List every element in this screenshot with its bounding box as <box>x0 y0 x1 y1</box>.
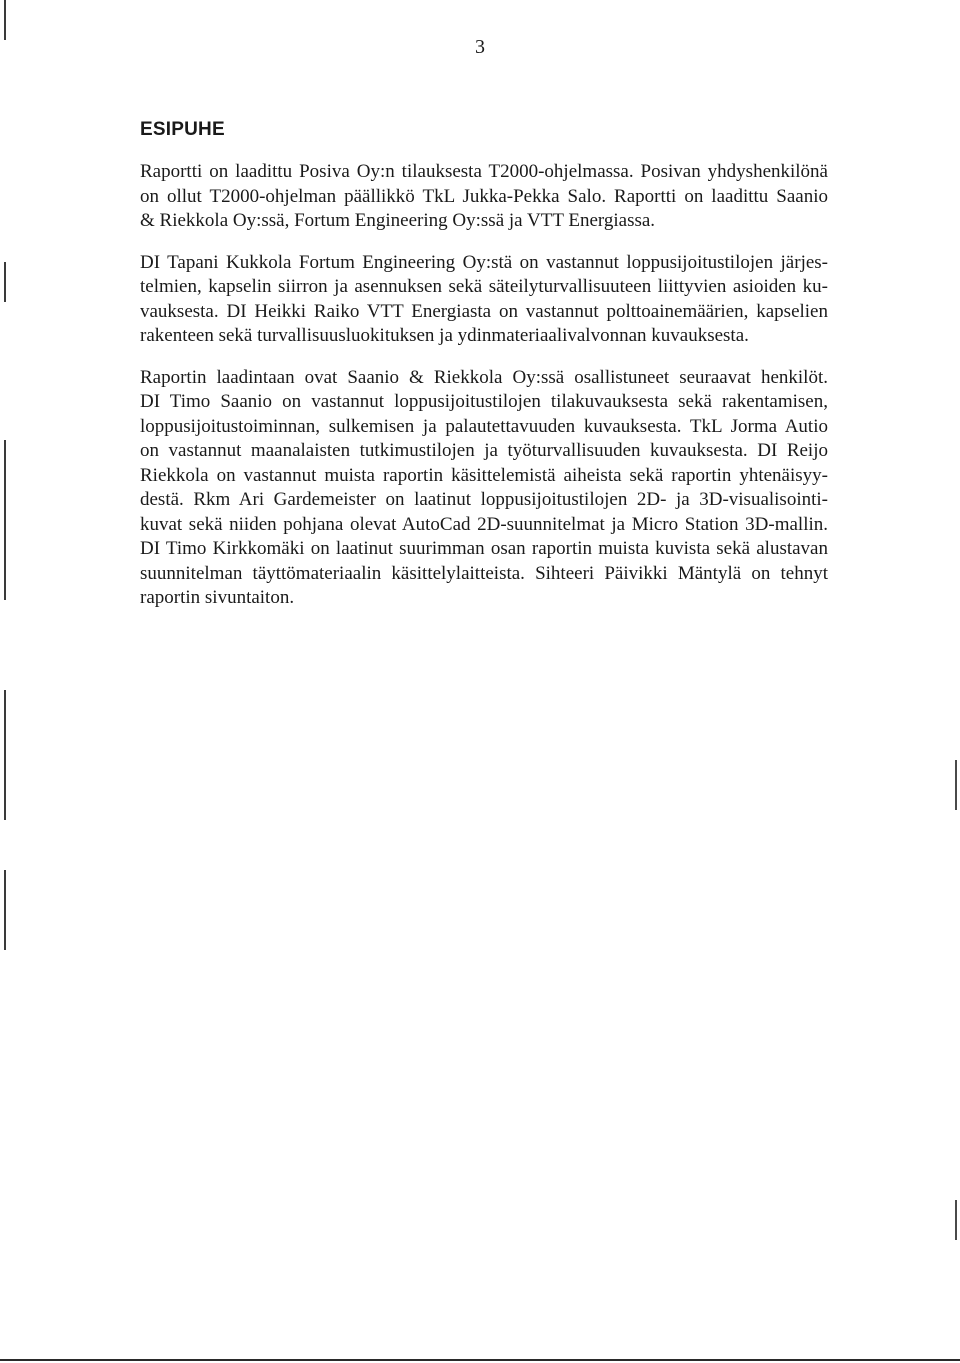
text-line: telmien, kapselin siirron ja asennuksen sekä säteilyturvallisuuteen liittyvien asioiden ku- <box>140 276 828 297</box>
text-line: Riekkola on vastannut muista raportin käsittelemistä aiheista sekä raportin yhtenäisyy- <box>140 464 828 486</box>
text-line: on vastannut maanalaisten tutkimustilojen ja työturvallisuuden kuvauksesta. DI Reijo <box>140 440 828 461</box>
text-line: loppusijoitustoiminnan, sulkemisen ja palautettavuuden kuvauksesta. TkL Jorma Autio <box>140 415 828 437</box>
paragraph-contributors-internal <box>140 366 828 611</box>
body-text <box>140 160 828 628</box>
scan-edge-mark <box>4 690 6 820</box>
scan-edge-mark <box>955 1200 957 1240</box>
text-line: raportin sivuntaiton. <box>140 587 295 608</box>
text-line: suunnitelman täyttömateriaalin käsittelylaitteista. Sihteeri Päivikki Mäntylä on tehnyt <box>140 562 828 584</box>
text-line: rakenteen sekä turvallisuusluokituksen ja ydinmateriaalivalvonnan kuvauksesta. <box>140 325 749 346</box>
scan-edge-mark <box>4 870 6 950</box>
scan-edge-mark <box>4 262 6 302</box>
text-line: vauksesta. DI Heikki Raiko VTT Energiasta on vastannut polttoainemäärien, kapselien <box>140 300 828 322</box>
scan-edge-mark <box>4 0 6 40</box>
text-line: destä. Rkm Ari Gardemeister on laatinut loppusijoitustilojen 2D- ja 3D-visualisointi- <box>140 489 828 510</box>
text-line: DI Tapani Kukkola Fortum Engineering Oy:stä on vastannut loppusijoitustilojen järjes- <box>140 251 828 273</box>
page-number: 3 <box>475 36 485 58</box>
text-line: Raportin laadintaan ovat Saanio & Riekkola Oy:ssä osallistuneet seuraavat henkilöt. <box>140 366 828 388</box>
scan-edge-mark <box>4 440 6 600</box>
text-line: kuvat sekä niiden pohjana olevat AutoCad 2D-suunnitelmat ja Micro Station 3D-mallin. <box>140 513 828 535</box>
text-line: on ollut T2000-ohjelman päällikkö TkL Jukka-Pekka Salo. Raportti on laadittu Saanio <box>140 185 828 207</box>
text-line: DI Timo Saanio on vastannut loppusijoitustilojen tilakuvauksesta sekä rakentamisen, <box>140 391 828 412</box>
scan-edge-mark <box>0 1359 960 1361</box>
scan-edge-mark <box>955 760 957 810</box>
text-line: DI Timo Kirkkomäki on laatinut suurimman osan raportin muista kuvista sekä alustavan <box>140 538 828 559</box>
paragraph-commission <box>140 160 828 234</box>
text-line: Raportti on laadittu Posiva Oy:n tilauksesta T2000-ohjelmassa. Posivan yhdyshenkilönä <box>140 161 828 182</box>
section-heading: ESIPUHE <box>140 119 225 140</box>
text-line: & Riekkola Oy:ssä, Fortum Engineering Oy:ssä ja VTT Energiassa. <box>140 210 656 231</box>
paragraph-contributors-external <box>140 251 828 349</box>
